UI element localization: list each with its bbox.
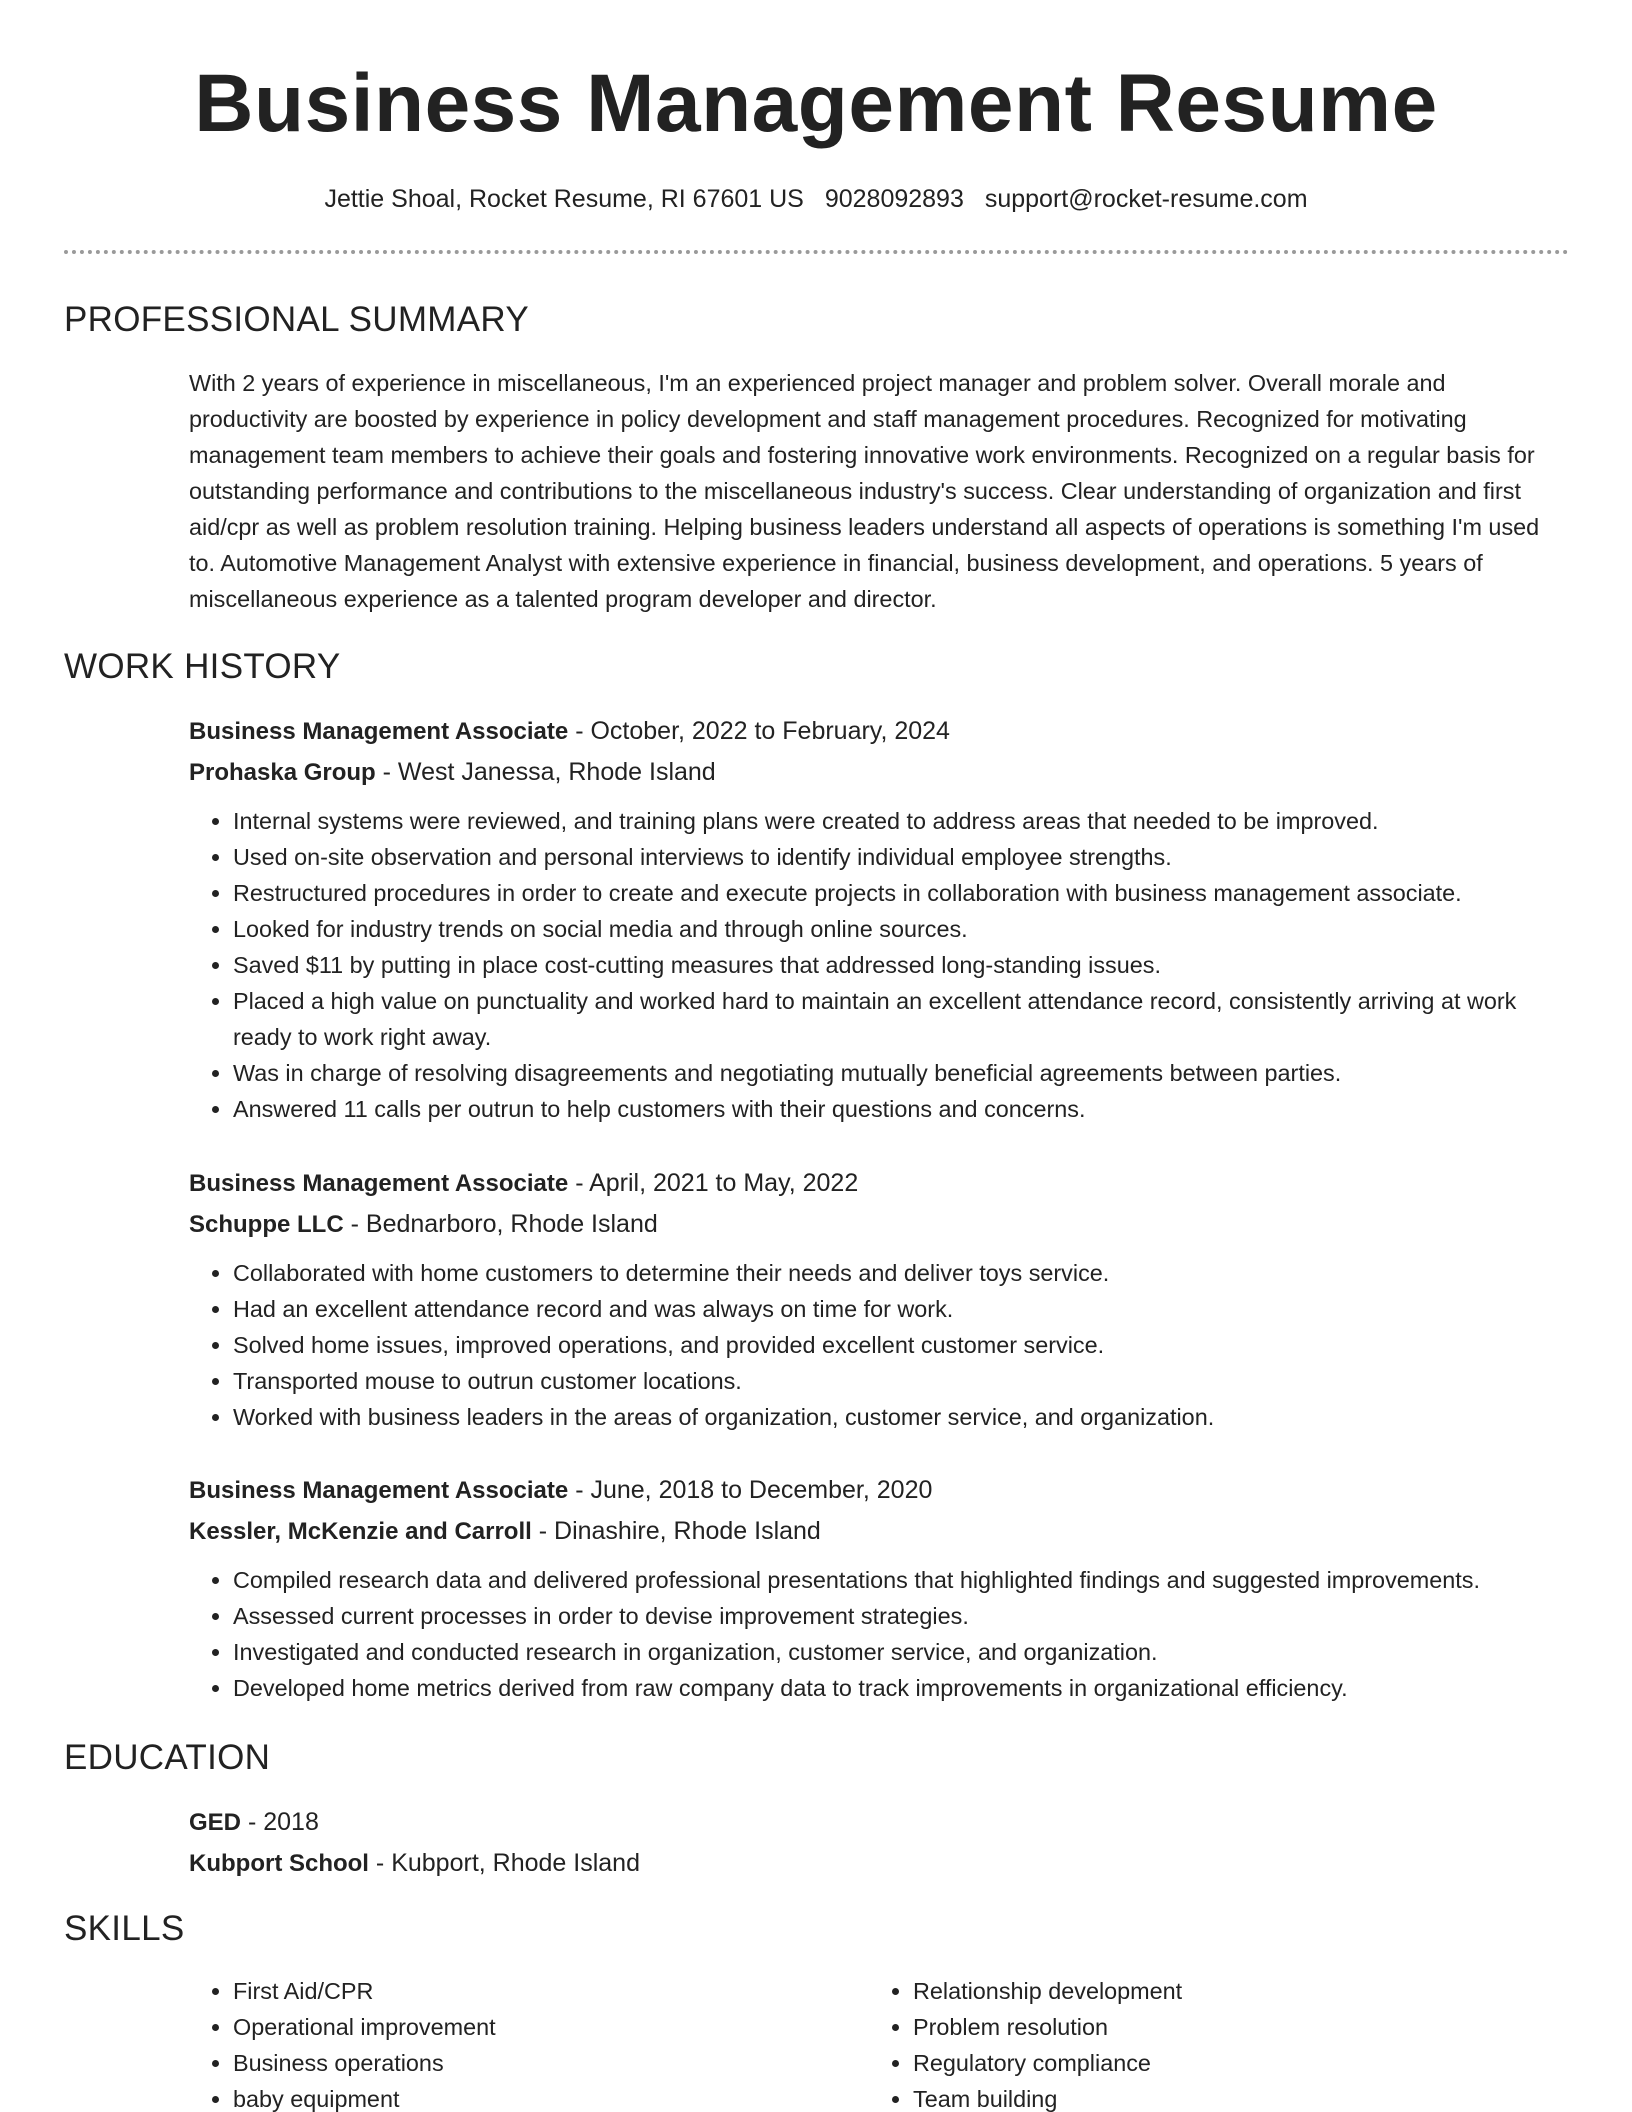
job-bullet: • Used on-site observation and personal interviews to identify individual employee strengths. [233, 839, 1579, 875]
job-title: Business Management Associate [189, 718, 569, 745]
job-bullet: • Developed home metrics derived from raw company data to track improvements in organizational efficiency. [233, 1670, 1579, 1706]
job-bullet: • Worked with business leaders in the areas of organization, customer service, and organization. [233, 1399, 1579, 1435]
education-school: Kubport School [189, 1850, 369, 1877]
job-dates: - June, 2018 to December, 2020 [568, 1476, 933, 1504]
job-entry [189, 711, 1579, 1127]
job-bullet: • Collaborated with home customers to determine their needs and deliver toys service. [233, 1255, 1579, 1291]
job-bullet: • Solved home issues, improved operations, and provided excellent customer service. [233, 1327, 1579, 1363]
job-bullet: • Transported mouse to outrun customer locations. [233, 1363, 1579, 1399]
job-title-line [189, 1163, 1579, 1204]
skill-item: • Operational improvement [233, 2009, 496, 2045]
job-location: - West Janessa, Rhode Island [375, 758, 716, 786]
skills-column-left [189, 1973, 496, 2112]
education-school-line [189, 1843, 1579, 1884]
education-degree-line [189, 1802, 1579, 1843]
job-bullet: • Saved $11 by putting in place cost-cutting measures that addressed long-standing issues. [233, 947, 1579, 983]
job-title-line [189, 1470, 1579, 1511]
skill-item: • First Aid/CPR [233, 1973, 496, 2009]
contact-email: support@rocket-resume.com [984, 185, 1308, 213]
job-title-line [189, 711, 1579, 752]
contact-address: Jettie Shoal, Rocket Resume, RI 67601 US [324, 185, 804, 213]
job-location: - Bednarboro, Rhode Island [343, 1210, 658, 1238]
summary-heading: PROFESSIONAL SUMMARY [64, 300, 529, 339]
job-bullet: • Looked for industry trends on social media and through online sources. [233, 911, 1579, 947]
job-bullet: • Was in charge of resolving disagreements and negotiating mutually beneficial agreements between parties. [233, 1055, 1579, 1091]
job-bullets [189, 1255, 1579, 1435]
skills-column-right [869, 1973, 1182, 2112]
skill-item: • Relationship development [913, 1973, 1182, 2009]
job-bullets [189, 1562, 1579, 1706]
skill-item: • Regulatory compliance [913, 2045, 1182, 2081]
skill-item: • baby equipment [233, 2081, 496, 2112]
job-dates: - April, 2021 to May, 2022 [568, 1169, 859, 1197]
work-history-heading: WORK HISTORY [64, 647, 341, 686]
job-bullet: • Assessed current processes in order to devise improvement strategies. [233, 1598, 1579, 1634]
job-company: Kessler, McKenzie and Carroll [189, 1518, 532, 1545]
header-divider [64, 250, 1569, 254]
job-company: Schuppe LLC [189, 1211, 344, 1238]
job-bullet: • Restructured procedures in order to create and execute projects in collaboration with business management associate. [233, 875, 1579, 911]
job-company-line [189, 752, 1579, 793]
summary-text: With 2 years of experience in miscellaneous, I'm an experienced project manager and problem solver. Overall morale and productivity are boosted by experience in policy development and staff management procedures. Recognized for motivating management team members to achieve their goals and fostering innovative work environments. Recognized on a regular basis for outstanding performance and contributions to the miscellaneous industry's success. Clear understanding of organization and first aid/cpr as well as problem resolution training. Helping business leaders understand all aspects of operations is something I'm used to. Automotive Management Analyst with extensive experience in financial, business development, and operations. 5 years of miscellaneous experience as a talented program developer and director. [189, 370, 1540, 612]
resume-title: Business Management Resume [194, 58, 1438, 149]
job-entry [189, 1163, 1579, 1435]
job-dates: - October, 2022 to February, 2024 [568, 717, 950, 745]
job-bullet: • Placed a high value on punctuality and worked hard to maintain an excellent attendance record, consistently arriving at work ready to work right away. [233, 983, 1579, 1055]
job-bullet: • Internal systems were reviewed, and training plans were created to address areas that needed to be improved. [233, 803, 1579, 839]
skill-item: • Business operations [233, 2045, 496, 2081]
job-company: Prohaska Group [189, 759, 376, 786]
job-bullet: • Had an excellent attendance record and was always on time for work. [233, 1291, 1579, 1327]
job-title: Business Management Associate [189, 1170, 569, 1197]
job-bullet: • Investigated and conducted research in organization, customer service, and organization. [233, 1634, 1579, 1670]
education-heading: EDUCATION [64, 1738, 271, 1777]
job-bullet: • Answered 11 calls per outrun to help customers with their questions and concerns. [233, 1091, 1579, 1127]
skill-item: • Team building [913, 2081, 1182, 2112]
job-company-line [189, 1204, 1579, 1245]
education-year: - 2018 [241, 1808, 319, 1836]
job-entry [189, 1470, 1579, 1706]
contact-line [0, 181, 1632, 217]
job-bullet: • Compiled research data and delivered professional presentations that highlighted findings and suggested improvements. [233, 1562, 1579, 1598]
contact-phone: 9028092893 [824, 185, 964, 213]
skills-heading: SKILLS [64, 1909, 185, 1948]
job-bullets [189, 803, 1579, 1127]
education-entry [189, 1802, 1579, 1884]
job-location: - Dinashire, Rhode Island [531, 1517, 821, 1545]
job-company-line [189, 1511, 1579, 1552]
job-title: Business Management Associate [189, 1477, 569, 1504]
education-degree: GED [189, 1809, 242, 1836]
education-location: - Kubport, Rhode Island [368, 1849, 640, 1877]
skill-item: • Problem resolution [913, 2009, 1182, 2045]
